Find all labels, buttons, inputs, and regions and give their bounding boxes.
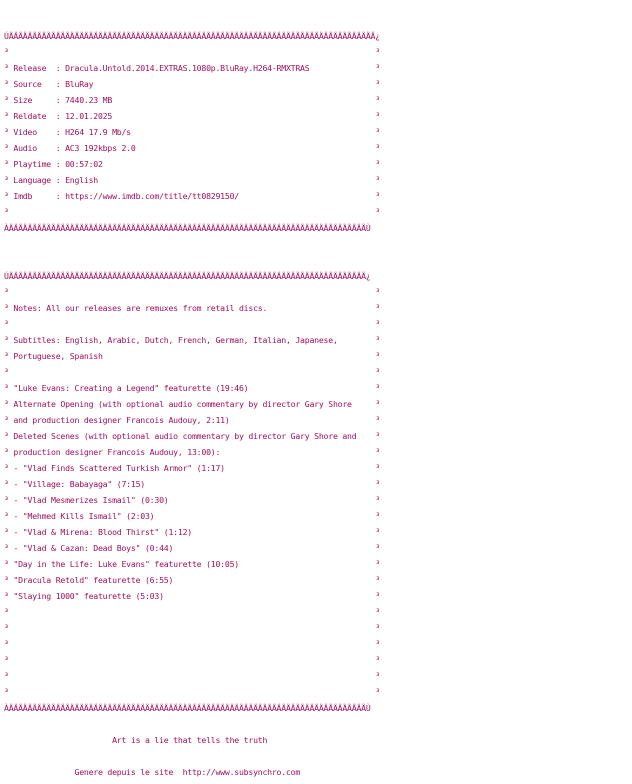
nfo-line: ³ - "Vlad & Mirena: Blood Thirst" (1:12) ³	[4, 527, 380, 537]
box-top-border: ÚÄÄÄÄÄÄÄÄÄÄÄÄÄÄÄÄÄÄÄÄÄÄÄÄÄÄÄÄÄÄÄÄÄÄÄÄÄÄÄÄÄÄÄÄÄÄÄÄÄÄÄÄÄÄÄÄÄÄÄÄÄÄÄÄÄÄÄÄÄÄÄÄÄÄÄÄÄÄ¿	[4, 31, 380, 41]
nfo-line: ³ and production designer Francois Audouy, 2:11) ³	[4, 415, 380, 425]
nfo-text-document	[4, 28, 628, 780]
nfo-line: ³ - "Village: Babayaga" (7:15) ³	[4, 479, 380, 489]
nfo-line: ³ ³	[4, 47, 380, 57]
nfo-line: ³ ³	[4, 655, 380, 665]
box-bottom-border: ÀÄÄÄÄÄÄÄÄÄÄÄÄÄÄÄÄÄÄÄÄÄÄÄÄÄÄÄÄÄÄÄÄÄÄÄÄÄÄÄÄÄÄÄÄÄÄÄÄÄÄÄÄÄÄÄÄÄÄÄÄÄÄÄÄÄÄÄÄÄÄÄÄÄÄÄÄÙ	[4, 703, 371, 713]
nfo-line: ³ Deleted Scenes (with optional audio commentary by director Gary Shore and ³	[4, 431, 380, 441]
blank-line	[4, 236, 628, 252]
box-bottom-border: ÀÄÄÄÄÄÄÄÄÄÄÄÄÄÄÄÄÄÄÄÄÄÄÄÄÄÄÄÄÄÄÄÄÄÄÄÄÄÄÄÄÄÄÄÄÄÄÄÄÄÄÄÄÄÄÄÄÄÄÄÄÄÄÄÄÄÄÄÄÄÄÄÄÄÄÄÄÙ	[4, 223, 371, 233]
nfo-line: ³ Notes: All our releases are remuxes from retail discs. ³	[4, 303, 380, 313]
nfo-line: ³ ³	[4, 671, 380, 681]
nfo-line: ³ Alternate Opening (with optional audio commentary by director Gary Shore ³	[4, 399, 380, 409]
nfo-line: ³ "Luke Evans: Creating a Legend" featurette (19:46) ³	[4, 383, 380, 393]
nfo-line: ³ Portuguese, Spanish ³	[4, 351, 380, 361]
nfo-line: ³ Subtitles: English, Arabic, Dutch, French, German, Italian, Japanese, ³	[4, 335, 380, 345]
blank-line	[4, 252, 628, 268]
tagline: Art is a lie that tells the truth	[4, 735, 268, 745]
nfo-line: ³ Size : 7440.23 MB ³	[4, 95, 380, 105]
nfo-line: ³ Source : BluRay ³	[4, 79, 380, 89]
nfo-line: ³ ³	[4, 639, 380, 649]
nfo-line: ³ - "Vlad Mesmerizes Ismail" (0:30) ³	[4, 495, 380, 505]
nfo-line: ³ Release : Dracula.Untold.2014.EXTRAS.1080p.BluRay.H264-RMXTRAS ³	[4, 63, 380, 73]
nfo-line: ³ ³	[4, 367, 380, 377]
nfo-line: ³ ³	[4, 319, 380, 329]
nfo-line: ³ "Day in the Life: Luke Evans" featurette (10:05) ³	[4, 559, 380, 569]
nfo-line: ³ - "Mehmed Kills Ismail" (2:03) ³	[4, 511, 380, 521]
blank-line	[4, 716, 628, 732]
nfo-line: ³ Playtime : 00:57:02 ³	[4, 159, 380, 169]
nfo-line: ³ ³	[4, 207, 380, 217]
nfo-line: ³ ³	[4, 687, 380, 697]
nfo-line: ³ Audio : AC3 192kbps 2.0 ³	[4, 143, 380, 153]
nfo-line: ³ ³	[4, 623, 380, 633]
blank-line	[4, 748, 628, 764]
nfo-line: ³ ³	[4, 607, 380, 617]
nfo-line: ³ - "Vlad Finds Scattered Turkish Armor" (1:17) ³	[4, 463, 380, 473]
nfo-line: ³ "Dracula Retold" featurette (6:55) ³	[4, 575, 380, 585]
footer-credit: Genere depuis le site http://www.subsynchro.com	[4, 767, 301, 777]
nfo-line: ³ Language : English ³	[4, 175, 380, 185]
nfo-line: ³ Video : H264 17.9 Mb/s ³	[4, 127, 380, 137]
nfo-line: ³ production designer Francois Audouy, 13:00): ³	[4, 447, 380, 457]
nfo-line: ³ Reldate : 12.01.2025 ³	[4, 111, 380, 121]
nfo-line: ³ - "Vlad & Cazan: Dead Boys" (0:44) ³	[4, 543, 380, 553]
nfo-line: ³ ³	[4, 287, 380, 297]
nfo-line: ³ "Slaying 1000" featurette (5:03) ³	[4, 591, 380, 601]
box-top-border: ÚÄÄÄÄÄÄÄÄÄÄÄÄÄÄÄÄÄÄÄÄÄÄÄÄÄÄÄÄÄÄÄÄÄÄÄÄÄÄÄÄÄÄÄÄÄÄÄÄÄÄÄÄÄÄÄÄÄÄÄÄÄÄÄÄÄÄÄÄÄÄÄÄÄÄÄÄ¿	[4, 271, 371, 281]
nfo-line: ³ Imdb : https://www.imdb.com/title/tt0829150/ ³	[4, 191, 380, 201]
